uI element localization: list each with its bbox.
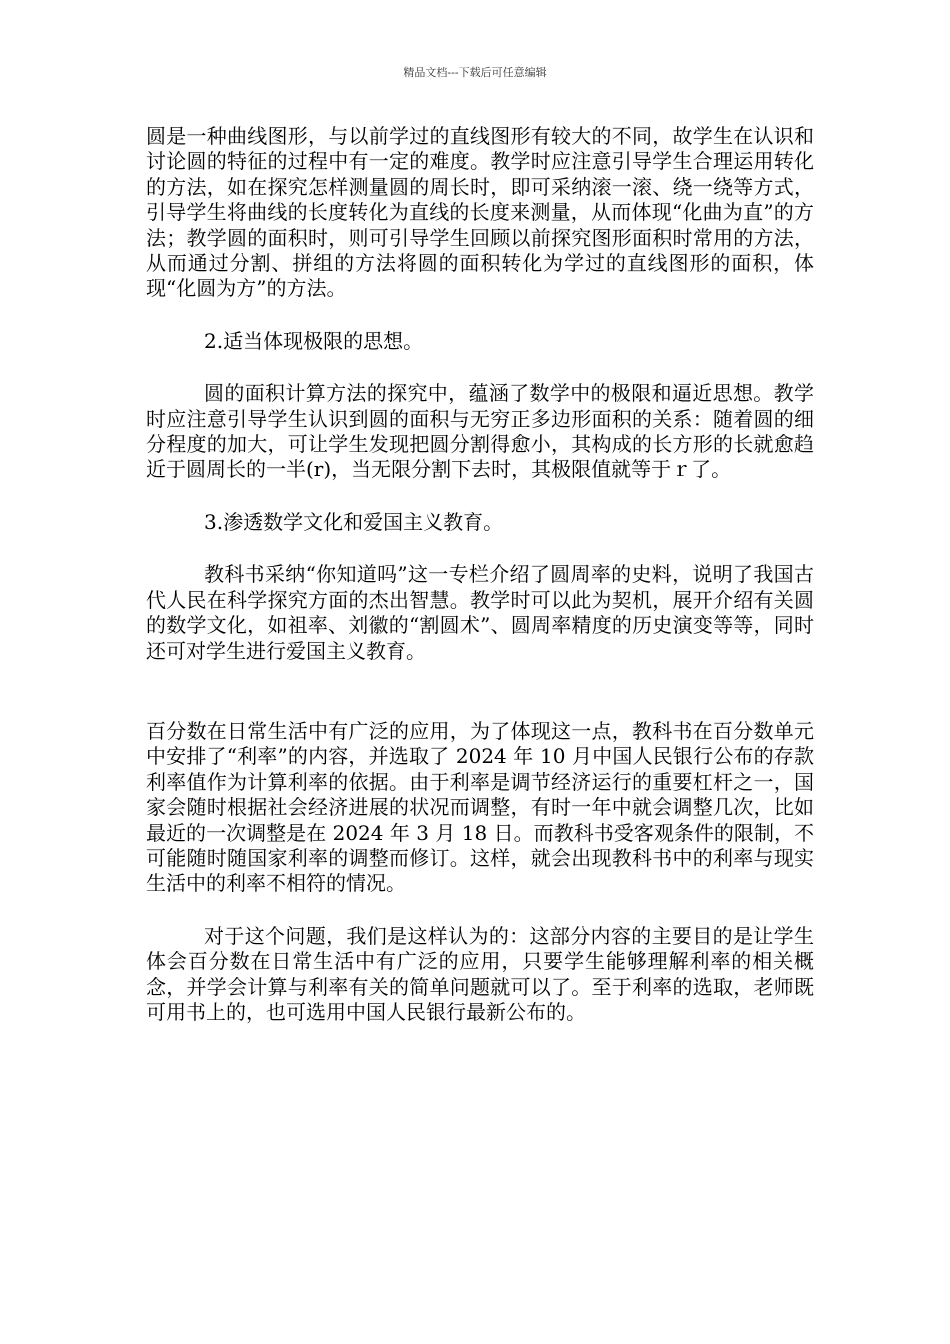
- paragraph-limit-idea: 圆的面积计算方法的探究中，蕴涵了数学中的极限和逼近思想。教学时应注意引导学生认识到圆的面积与无穷正多边形面积的关系：随着圆的细分程度的加大，可让学生发现把圆分割得愈小，其构成的长方形的长就愈趋近于圆周长的一半(r)，当无限分割下去时，其极限值就等于ｒ了。: [146, 381, 814, 482]
- heading-math-culture: 3.渗透数学文化和爱国主义教育。: [204, 509, 504, 534]
- paragraph-interest-rate-view: 对于这个问题，我们是这样认为的：这部分内容的主要目的是让学生体会百分数在日常生活中有广泛的应用，只要学生能够理解利率的相关概念，并学会计算与利率有关的简单问题就可以了。至于利率的选取，老师既可用书上的，也可选用中国人民银行最新公布的。: [146, 923, 814, 1024]
- paragraph-interest-rate: 百分数在日常生活中有广泛的应用，为了体现这一点，教科书在百分数单元中安排了“利率”的内容，并选取了 2024 年 10 月中国人民银行公布的存款利率值作为计算利率的依据。由于利率是调节经济运行的重要杠杆之一，国家会随时根据社会经济进展的状况而调整，有时一年中就会调整几次，比如最近的一次调整是在 2024 年 3 月 18 日。而教科书受客观条件的限制，不可能随时随国家利率的调整而修订。这样，就会出现教科书中的利率与现实生活中的利率不相符的情况。: [146, 718, 814, 896]
- heading-limit-idea: 2.适当体现极限的思想。: [204, 328, 424, 353]
- document-body: [146, 124, 814, 1025]
- page-header: 精品文档---下载后可任意编辑: [403, 66, 547, 79]
- paragraph-circle-teaching: 圆是一种曲线图形，与以前学过的直线图形有较大的不同，故学生在认识和讨论圆的特征的过程中有一定的难度。教学时应注意引导学生合理运用转化的方法，如在探究怎样测量圆的周长时，即可采纳滚一滚、绕一绕等方式，引导学生将曲线的长度转化为直线的长度来测量，从而体现“化曲为直”的方法；教学圆的面积时，则可引导学生回顾以前探究图形面积时常用的方法，从而通过分割、拼组的方法将圆的面积转化为学过的直线图形的面积，体现“化圆为方”的方法。: [146, 124, 814, 301]
- paragraph-math-culture: 教科书采纳“你知道吗”这一专栏介绍了圆周率的史料，说明了我国古代人民在科学探究方面的杰出智慧。教学时可以此为契机，展开介绍有关圆的数学文化，如祖率、刘徽的“割圆术”、圆周率精度的历史演变等等，同时还可对学生进行爱国主义教育。: [146, 562, 814, 663]
